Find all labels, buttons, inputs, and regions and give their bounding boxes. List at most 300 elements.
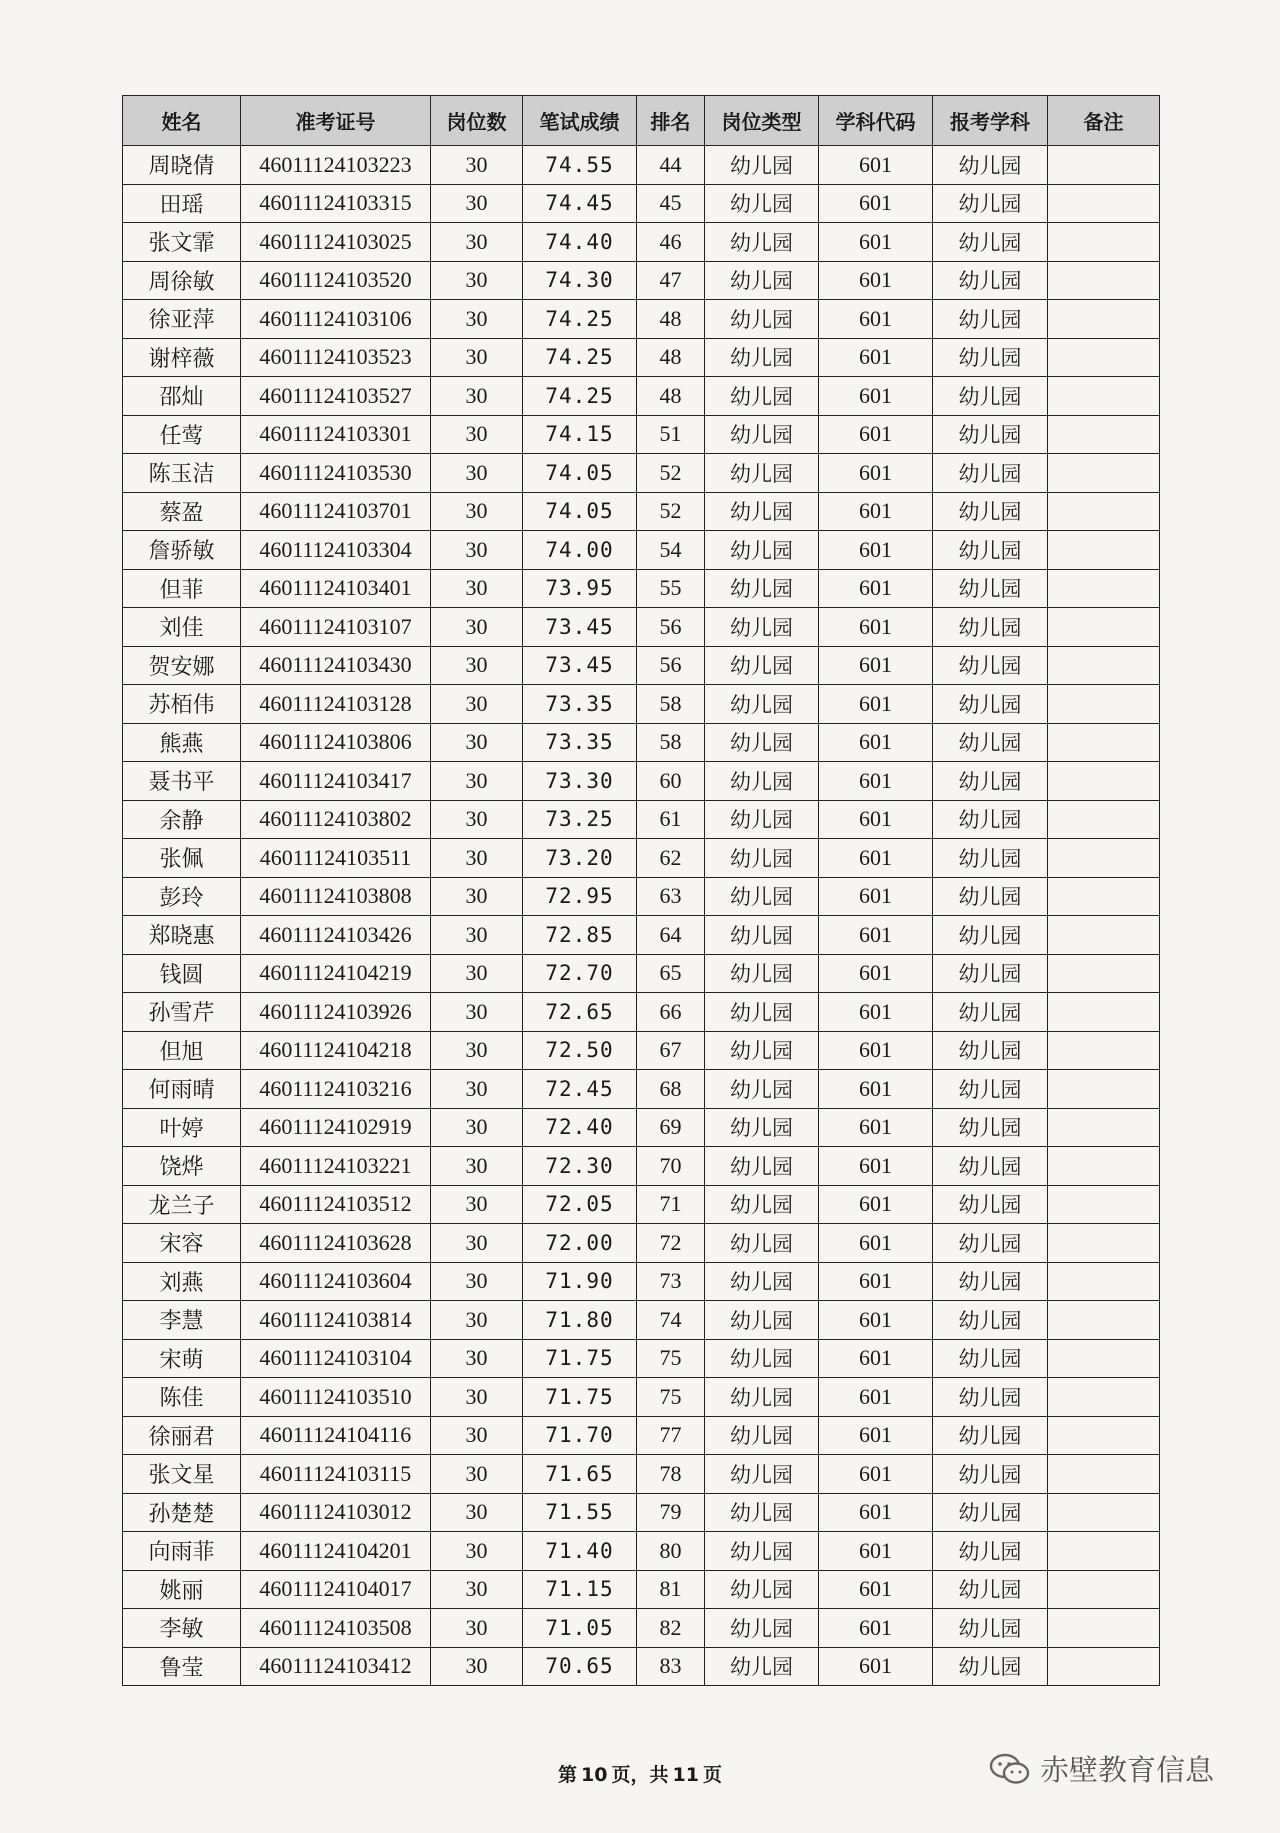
cell-post-type: 幼儿园	[705, 1570, 819, 1609]
cell-subject-code: 601	[819, 377, 933, 416]
cell-subject-code: 601	[819, 1262, 933, 1301]
cell-score: 72.65	[523, 993, 637, 1032]
cell-name: 钱圆	[123, 954, 241, 993]
cell-score: 74.55	[523, 146, 637, 185]
cell-posts: 30	[431, 569, 523, 608]
cell-post-type: 幼儿园	[705, 1301, 819, 1340]
cell-posts: 30	[431, 223, 523, 262]
cell-subject: 幼儿园	[933, 223, 1048, 262]
cell-name: 宋容	[123, 1224, 241, 1263]
cell-note	[1048, 1647, 1160, 1686]
table-row	[123, 377, 1160, 416]
cell-note	[1048, 1378, 1160, 1417]
cell-subject: 幼儿园	[933, 1108, 1048, 1147]
cell-subject-code: 601	[819, 300, 933, 339]
cell-name: 龙兰子	[123, 1185, 241, 1224]
table-row	[123, 1147, 1160, 1186]
cell-subject: 幼儿园	[933, 377, 1048, 416]
footer-mid: 页，共	[611, 1764, 669, 1786]
cell-rank: 71	[637, 1185, 705, 1224]
cell-note	[1048, 261, 1160, 300]
cell-post-type: 幼儿园	[705, 569, 819, 608]
cell-post-type: 幼儿园	[705, 685, 819, 724]
cell-name: 贺安娜	[123, 646, 241, 685]
cell-subject-code: 601	[819, 993, 933, 1032]
table-row	[123, 839, 1160, 878]
table-row	[123, 415, 1160, 454]
cell-posts: 30	[431, 300, 523, 339]
cell-posts: 30	[431, 1262, 523, 1301]
cell-note	[1048, 1185, 1160, 1224]
cell-score: 71.40	[523, 1532, 637, 1571]
cell-subject: 幼儿园	[933, 1647, 1048, 1686]
cell-rank: 65	[637, 954, 705, 993]
cell-post-type: 幼儿园	[705, 762, 819, 801]
cell-note	[1048, 954, 1160, 993]
table-row	[123, 1070, 1160, 1109]
cell-note	[1048, 800, 1160, 839]
cell-score: 72.00	[523, 1224, 637, 1263]
cell-posts: 30	[431, 531, 523, 570]
cell-name: 聂书平	[123, 762, 241, 801]
cell-subject-code: 601	[819, 1416, 933, 1455]
cell-subject-code: 601	[819, 1031, 933, 1070]
cell-note	[1048, 839, 1160, 878]
cell-post-type: 幼儿园	[705, 1108, 819, 1147]
cell-name: 余静	[123, 800, 241, 839]
table-row	[123, 1570, 1160, 1609]
cell-score: 73.30	[523, 762, 637, 801]
header-rank: 排名	[637, 96, 705, 146]
cell-note	[1048, 1416, 1160, 1455]
cell-rank: 52	[637, 454, 705, 493]
cell-exam-id: 46011124103510	[241, 1378, 431, 1417]
table-row	[123, 184, 1160, 223]
cell-exam-id: 46011124103508	[241, 1609, 431, 1648]
cell-name: 熊燕	[123, 723, 241, 762]
cell-subject: 幼儿园	[933, 261, 1048, 300]
table-row	[123, 1532, 1160, 1571]
cell-post-type: 幼儿园	[705, 338, 819, 377]
cell-score: 70.65	[523, 1647, 637, 1686]
cell-exam-id: 46011124103315	[241, 184, 431, 223]
cell-subject-code: 601	[819, 1070, 933, 1109]
cell-post-type: 幼儿园	[705, 1455, 819, 1494]
cell-name: 宋萌	[123, 1339, 241, 1378]
cell-subject-code: 601	[819, 338, 933, 377]
cell-score: 72.70	[523, 954, 637, 993]
cell-posts: 30	[431, 1532, 523, 1571]
cell-score: 74.25	[523, 338, 637, 377]
cell-subject-code: 601	[819, 762, 933, 801]
cell-subject: 幼儿园	[933, 300, 1048, 339]
cell-subject-code: 601	[819, 223, 933, 262]
cell-post-type: 幼儿园	[705, 608, 819, 647]
cell-score: 74.05	[523, 454, 637, 493]
cell-rank: 68	[637, 1070, 705, 1109]
cell-posts: 30	[431, 1301, 523, 1340]
cell-post-type: 幼儿园	[705, 1416, 819, 1455]
cell-rank: 46	[637, 223, 705, 262]
header-post-type: 岗位类型	[705, 96, 819, 146]
cell-subject: 幼儿园	[933, 415, 1048, 454]
cell-score: 74.40	[523, 223, 637, 262]
table-row	[123, 1455, 1160, 1494]
cell-subject-code: 601	[819, 1301, 933, 1340]
table-row	[123, 1301, 1160, 1340]
table-row	[123, 1493, 1160, 1532]
table-row	[123, 1224, 1160, 1263]
cell-subject-code: 601	[819, 723, 933, 762]
cell-posts: 30	[431, 1070, 523, 1109]
cell-post-type: 幼儿园	[705, 415, 819, 454]
table-row	[123, 1647, 1160, 1686]
cell-subject-code: 601	[819, 1147, 933, 1186]
cell-subject-code: 601	[819, 1185, 933, 1224]
cell-subject-code: 601	[819, 877, 933, 916]
table-row	[123, 762, 1160, 801]
cell-subject: 幼儿园	[933, 1532, 1048, 1571]
watermark	[988, 1748, 1214, 1789]
cell-posts: 30	[431, 1224, 523, 1263]
cell-score: 72.50	[523, 1031, 637, 1070]
cell-exam-id: 46011124103701	[241, 492, 431, 531]
cell-subject: 幼儿园	[933, 954, 1048, 993]
cell-subject-code: 601	[819, 415, 933, 454]
cell-score: 74.25	[523, 377, 637, 416]
cell-posts: 30	[431, 646, 523, 685]
table-row	[123, 492, 1160, 531]
table-row	[123, 646, 1160, 685]
cell-subject-code: 601	[819, 916, 933, 955]
header-posts: 岗位数	[431, 96, 523, 146]
cell-score: 72.95	[523, 877, 637, 916]
cell-name: 徐丽君	[123, 1416, 241, 1455]
cell-name: 鲁莹	[123, 1647, 241, 1686]
header-note: 备注	[1048, 96, 1160, 146]
header-name: 姓名	[123, 96, 241, 146]
cell-subject-code: 601	[819, 800, 933, 839]
cell-post-type: 幼儿园	[705, 1378, 819, 1417]
cell-posts: 30	[431, 839, 523, 878]
cell-score: 73.95	[523, 569, 637, 608]
cell-exam-id: 46011124103104	[241, 1339, 431, 1378]
cell-subject: 幼儿园	[933, 1339, 1048, 1378]
cell-post-type: 幼儿园	[705, 1647, 819, 1686]
cell-rank: 48	[637, 338, 705, 377]
cell-name: 李慧	[123, 1301, 241, 1340]
cell-rank: 56	[637, 608, 705, 647]
cell-posts: 30	[431, 1416, 523, 1455]
cell-subject: 幼儿园	[933, 338, 1048, 377]
table-row	[123, 954, 1160, 993]
cell-note	[1048, 1070, 1160, 1109]
cell-rank: 55	[637, 569, 705, 608]
table-row	[123, 338, 1160, 377]
cell-posts: 30	[431, 800, 523, 839]
cell-score: 74.00	[523, 531, 637, 570]
table-row	[123, 300, 1160, 339]
table-row	[123, 993, 1160, 1032]
cell-posts: 30	[431, 338, 523, 377]
cell-rank: 75	[637, 1339, 705, 1378]
cell-subject: 幼儿园	[933, 1147, 1048, 1186]
cell-score: 73.20	[523, 839, 637, 878]
cell-score: 73.25	[523, 800, 637, 839]
cell-exam-id: 46011124103512	[241, 1185, 431, 1224]
cell-posts: 30	[431, 454, 523, 493]
cell-score: 74.15	[523, 415, 637, 454]
cell-name: 饶烨	[123, 1147, 241, 1186]
cell-subject: 幼儿园	[933, 569, 1048, 608]
cell-exam-id: 46011124103401	[241, 569, 431, 608]
cell-post-type: 幼儿园	[705, 184, 819, 223]
cell-name: 何雨晴	[123, 1070, 241, 1109]
cell-score: 74.30	[523, 261, 637, 300]
cell-name: 陈玉洁	[123, 454, 241, 493]
table-row	[123, 916, 1160, 955]
cell-name: 但旭	[123, 1031, 241, 1070]
table-row	[123, 1262, 1160, 1301]
cell-exam-id: 46011124103012	[241, 1493, 431, 1532]
cell-posts: 30	[431, 954, 523, 993]
cell-score: 72.05	[523, 1185, 637, 1224]
cell-exam-id: 46011124103523	[241, 338, 431, 377]
cell-post-type: 幼儿园	[705, 1224, 819, 1263]
cell-note	[1048, 1339, 1160, 1378]
cell-post-type: 幼儿园	[705, 1262, 819, 1301]
table-row	[123, 685, 1160, 724]
cell-note	[1048, 531, 1160, 570]
cell-note	[1048, 608, 1160, 647]
cell-subject: 幼儿园	[933, 1301, 1048, 1340]
cell-post-type: 幼儿园	[705, 1147, 819, 1186]
cell-exam-id: 46011124103025	[241, 223, 431, 262]
cell-subject-code: 601	[819, 1108, 933, 1147]
cell-subject: 幼儿园	[933, 1031, 1048, 1070]
cell-note	[1048, 1262, 1160, 1301]
cell-post-type: 幼儿园	[705, 492, 819, 531]
cell-score: 73.45	[523, 608, 637, 647]
cell-posts: 30	[431, 377, 523, 416]
cell-note	[1048, 646, 1160, 685]
cell-name: 郑晓惠	[123, 916, 241, 955]
cell-score: 71.80	[523, 1301, 637, 1340]
cell-rank: 44	[637, 146, 705, 185]
cell-subject-code: 601	[819, 1378, 933, 1417]
cell-exam-id: 46011124103802	[241, 800, 431, 839]
footer-suffix: 页	[702, 1764, 722, 1786]
cell-note	[1048, 1455, 1160, 1494]
cell-posts: 30	[431, 1647, 523, 1686]
cell-post-type: 幼儿园	[705, 531, 819, 570]
cell-name: 孙楚楚	[123, 1493, 241, 1532]
cell-rank: 66	[637, 993, 705, 1032]
cell-subject-code: 601	[819, 1609, 933, 1648]
cell-rank: 51	[637, 415, 705, 454]
header-subject: 报考学科	[933, 96, 1048, 146]
cell-exam-id: 46011124103520	[241, 261, 431, 300]
cell-score: 71.05	[523, 1609, 637, 1648]
cell-note	[1048, 723, 1160, 762]
cell-posts: 30	[431, 1031, 523, 1070]
cell-score: 74.25	[523, 300, 637, 339]
cell-posts: 30	[431, 762, 523, 801]
cell-exam-id: 46011124103527	[241, 377, 431, 416]
cell-subject-code: 601	[819, 685, 933, 724]
cell-exam-id: 46011124103430	[241, 646, 431, 685]
cell-note	[1048, 685, 1160, 724]
cell-name: 叶婷	[123, 1108, 241, 1147]
cell-subject: 幼儿园	[933, 1455, 1048, 1494]
table-row	[123, 1339, 1160, 1378]
table-row	[123, 1378, 1160, 1417]
cell-post-type: 幼儿园	[705, 800, 819, 839]
cell-subject: 幼儿园	[933, 146, 1048, 185]
cell-note	[1048, 1532, 1160, 1571]
cell-rank: 83	[637, 1647, 705, 1686]
table-row	[123, 531, 1160, 570]
cell-posts: 30	[431, 1147, 523, 1186]
cell-note	[1048, 877, 1160, 916]
cell-rank: 69	[637, 1108, 705, 1147]
cell-subject-code: 601	[819, 1455, 933, 1494]
cell-subject-code: 601	[819, 261, 933, 300]
cell-subject: 幼儿园	[933, 685, 1048, 724]
cell-exam-id: 46011124103301	[241, 415, 431, 454]
cell-note	[1048, 916, 1160, 955]
cell-subject: 幼儿园	[933, 608, 1048, 647]
cell-post-type: 幼儿园	[705, 877, 819, 916]
cell-posts: 30	[431, 1570, 523, 1609]
table-row	[123, 1031, 1160, 1070]
cell-posts: 30	[431, 1493, 523, 1532]
cell-name: 陈佳	[123, 1378, 241, 1417]
cell-subject: 幼儿园	[933, 993, 1048, 1032]
table-row	[123, 723, 1160, 762]
cell-name: 刘佳	[123, 608, 241, 647]
cell-subject-code: 601	[819, 1493, 933, 1532]
cell-posts: 30	[431, 1185, 523, 1224]
cell-post-type: 幼儿园	[705, 839, 819, 878]
cell-exam-id: 46011124104219	[241, 954, 431, 993]
cell-subject-code: 601	[819, 1224, 933, 1263]
cell-exam-id: 46011124103304	[241, 531, 431, 570]
cell-posts: 30	[431, 1609, 523, 1648]
table-row	[123, 877, 1160, 916]
table-body	[123, 146, 1160, 1686]
cell-post-type: 幼儿园	[705, 261, 819, 300]
cell-posts: 30	[431, 608, 523, 647]
cell-subject-code: 601	[819, 954, 933, 993]
cell-score: 72.40	[523, 1108, 637, 1147]
cell-rank: 74	[637, 1301, 705, 1340]
cell-exam-id: 46011124103412	[241, 1647, 431, 1686]
cell-posts: 30	[431, 415, 523, 454]
cell-post-type: 幼儿园	[705, 954, 819, 993]
cell-exam-id: 46011124103814	[241, 1301, 431, 1340]
footer-prefix: 第	[558, 1764, 578, 1786]
cell-rank: 82	[637, 1609, 705, 1648]
cell-name: 但菲	[123, 569, 241, 608]
cell-rank: 45	[637, 184, 705, 223]
cell-name: 周晓倩	[123, 146, 241, 185]
cell-note	[1048, 338, 1160, 377]
cell-exam-id: 46011124103417	[241, 762, 431, 801]
cell-note	[1048, 1031, 1160, 1070]
cell-note	[1048, 492, 1160, 531]
cell-subject: 幼儿园	[933, 762, 1048, 801]
wechat-icon	[988, 1751, 1032, 1787]
cell-score: 71.75	[523, 1339, 637, 1378]
cell-score: 73.35	[523, 723, 637, 762]
cell-note	[1048, 415, 1160, 454]
header-score: 笔试成绩	[523, 96, 637, 146]
cell-rank: 52	[637, 492, 705, 531]
cell-subject-code: 601	[819, 608, 933, 647]
table-row	[123, 569, 1160, 608]
cell-rank: 81	[637, 1570, 705, 1609]
cell-name: 周徐敏	[123, 261, 241, 300]
cell-note	[1048, 223, 1160, 262]
cell-rank: 60	[637, 762, 705, 801]
cell-note	[1048, 1108, 1160, 1147]
cell-subject-code: 601	[819, 646, 933, 685]
header-exam-id: 准考证号	[241, 96, 431, 146]
cell-subject: 幼儿园	[933, 454, 1048, 493]
cell-note	[1048, 146, 1160, 185]
cell-score: 72.30	[523, 1147, 637, 1186]
cell-name: 张文霏	[123, 223, 241, 262]
cell-rank: 70	[637, 1147, 705, 1186]
cell-subject: 幼儿园	[933, 1224, 1048, 1263]
cell-exam-id: 46011124103806	[241, 723, 431, 762]
cell-note	[1048, 569, 1160, 608]
cell-subject-code: 601	[819, 531, 933, 570]
cell-subject: 幼儿园	[933, 916, 1048, 955]
cell-name: 张文星	[123, 1455, 241, 1494]
cell-posts: 30	[431, 1455, 523, 1494]
cell-posts: 30	[431, 685, 523, 724]
cell-note	[1048, 1224, 1160, 1263]
cell-post-type: 幼儿园	[705, 916, 819, 955]
cell-name: 谢梓薇	[123, 338, 241, 377]
cell-posts: 30	[431, 146, 523, 185]
cell-posts: 30	[431, 993, 523, 1032]
cell-subject: 幼儿园	[933, 646, 1048, 685]
cell-exam-id: 46011124104116	[241, 1416, 431, 1455]
cell-score: 74.05	[523, 492, 637, 531]
score-table	[122, 95, 1160, 1686]
header-row	[123, 96, 1160, 146]
cell-post-type: 幼儿园	[705, 377, 819, 416]
table-row	[123, 800, 1160, 839]
cell-exam-id: 46011124103926	[241, 993, 431, 1032]
cell-post-type: 幼儿园	[705, 146, 819, 185]
cell-score: 71.55	[523, 1493, 637, 1532]
cell-posts: 30	[431, 184, 523, 223]
cell-name: 任莺	[123, 415, 241, 454]
cell-subject-code: 601	[819, 492, 933, 531]
cell-note	[1048, 377, 1160, 416]
cell-name: 蔡盈	[123, 492, 241, 531]
cell-subject-code: 601	[819, 184, 933, 223]
cell-rank: 72	[637, 1224, 705, 1263]
cell-posts: 30	[431, 261, 523, 300]
cell-rank: 73	[637, 1262, 705, 1301]
cell-posts: 30	[431, 1378, 523, 1417]
footer-page-number: 10	[581, 1764, 608, 1786]
